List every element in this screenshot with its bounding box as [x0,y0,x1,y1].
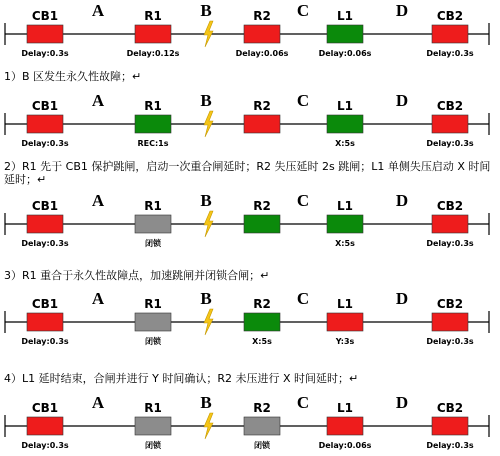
switch-r2 [244,313,280,331]
switch-label-l1: L1 [337,9,353,23]
switch-r2 [244,417,280,435]
zone-label-d: D [395,191,409,210]
switch-param-l1: Delay:0.06s [318,49,372,58]
switch-param-l1: X:5s [335,239,355,248]
switch-label-l1: L1 [337,401,353,415]
switch-label-cb2: CB2 [436,9,464,23]
switch-l1 [327,115,363,133]
switch-r1 [135,115,171,133]
switch-param-r1: Delay:0.12s [126,49,180,58]
zone-label-d: D [395,393,409,412]
zone-label-a: A [91,393,105,412]
switch-l1 [327,313,363,331]
switch-param-cb1: Delay:0.3s [21,139,69,148]
switch-label-cb1: CB1 [31,297,59,311]
switch-label-l1: L1 [337,99,353,113]
switch-param-cb2: Delay:0.3s [426,139,474,148]
switch-cb2 [432,25,468,43]
step-1-text: 1）B 区发生永久性故障；↵ [4,70,142,83]
switch-param-r2: X:5s [252,337,272,346]
switch-label-r2: R2 [253,199,271,213]
switch-label-r2: R2 [253,9,271,23]
switch-label-r2: R2 [253,297,271,311]
zone-label-d: D [395,1,409,20]
switch-cb2 [432,417,468,435]
stage-5 [5,393,489,450]
switch-label-cb1: CB1 [31,401,59,415]
switch-param-r1: 闭锁 [145,239,161,248]
switch-l1 [327,417,363,435]
switch-cb1 [27,313,63,331]
switch-label-cb1: CB1 [31,199,59,213]
zone-label-b: B [200,1,212,20]
switch-r1 [135,417,171,435]
zone-label-c: C [296,289,310,308]
fault-lightning-icon [204,21,213,47]
stage-4 [5,289,489,346]
switch-param-cb2: Delay:0.3s [426,239,474,248]
switch-cb1 [27,215,63,233]
zone-label-a: A [91,289,105,308]
step-3-text: 3）R1 重合于永久性故障点，加速跳闸并闭锁合闸；↵ [4,269,270,282]
switch-label-r1: R1 [144,99,162,113]
fault-lightning-icon [204,413,213,439]
stage-1 [5,1,489,58]
switch-label-l1: L1 [337,199,353,213]
zone-label-c: C [296,393,310,412]
switch-label-cb2: CB2 [436,401,464,415]
switch-r2 [244,115,280,133]
switch-label-l1: L1 [337,297,353,311]
switch-cb2 [432,313,468,331]
stage-3 [5,191,489,248]
zone-label-b: B [200,91,212,110]
switch-param-cb1: Delay:0.3s [21,49,69,58]
stage-2 [5,91,489,148]
switch-cb1 [27,417,63,435]
switch-label-r2: R2 [253,401,271,415]
switch-param-cb1: Delay:0.3s [21,441,69,450]
switch-l1 [327,25,363,43]
switch-param-cb2: Delay:0.3s [426,441,474,450]
switch-param-cb2: Delay:0.3s [426,49,474,58]
switch-label-r1: R1 [144,199,162,213]
zone-label-d: D [395,91,409,110]
zone-label-b: B [200,393,212,412]
fault-lightning-icon [204,111,213,137]
switch-param-r2: Delay:0.06s [235,49,289,58]
zone-label-a: A [91,191,105,210]
switch-param-cb2: Delay:0.3s [426,337,474,346]
fault-lightning-icon [204,309,213,335]
zone-label-b: B [200,191,212,210]
switch-l1 [327,215,363,233]
zone-label-a: A [91,91,105,110]
zone-label-d: D [395,289,409,308]
switch-r1 [135,25,171,43]
switch-param-l1: Y:3s [335,337,355,346]
switch-param-l1: Delay:0.06s [318,441,372,450]
switch-label-cb2: CB2 [436,99,464,113]
switch-cb2 [432,115,468,133]
zone-label-c: C [296,191,310,210]
switch-label-cb1: CB1 [31,99,59,113]
switch-param-cb1: Delay:0.3s [21,337,69,346]
switch-r2 [244,215,280,233]
switch-r2 [244,25,280,43]
switch-param-r2: 闭锁 [254,441,270,450]
switch-param-cb1: Delay:0.3s [21,239,69,248]
zone-label-c: C [296,1,310,20]
switch-cb1 [27,115,63,133]
step-2-text: 2）R1 先于 CB1 保护跳闸，启动一次重合闸延时；R2 失压延时 2s 跳闸；L1 单侧失压启动 X 时间延时；↵ [4,160,491,186]
switch-param-r1: 闭锁 [145,441,161,450]
zone-label-b: B [200,289,212,308]
fault-lightning-icon [204,211,213,237]
switch-param-l1: X:5s [335,139,355,148]
switch-param-r1: 闭锁 [145,337,161,346]
switch-label-cb1: CB1 [31,9,59,23]
switch-cb1 [27,25,63,43]
switch-label-r1: R1 [144,401,162,415]
switch-label-r1: R1 [144,9,162,23]
zone-label-c: C [296,91,310,110]
switch-label-cb2: CB2 [436,199,464,213]
zone-label-a: A [91,1,105,20]
switch-label-r2: R2 [253,99,271,113]
switch-param-r1: REC:1s [137,139,169,148]
switch-label-r1: R1 [144,297,162,311]
switch-r1 [135,313,171,331]
step-4-text: 4）L1 延时结束，合闸并进行 Y 时间确认；R2 未压进行 X 时间延时；↵ [4,372,359,385]
switch-cb2 [432,215,468,233]
switch-r1 [135,215,171,233]
switch-label-cb2: CB2 [436,297,464,311]
